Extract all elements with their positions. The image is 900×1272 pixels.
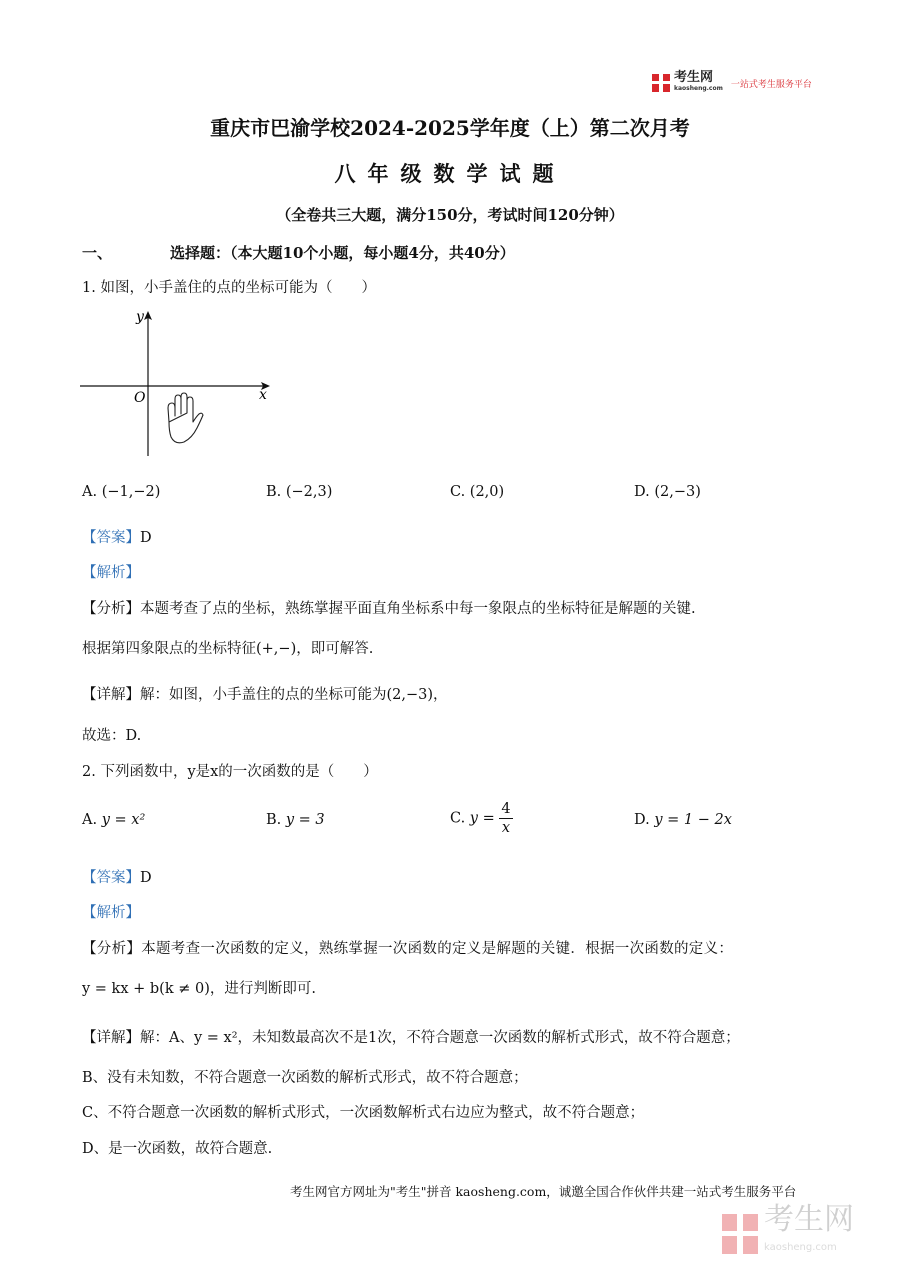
q2-detail-d: D、是一次函数，故符合题意. bbox=[82, 1141, 273, 1157]
q2-detail-b: B、没有未知数，不符合题意一次函数的解析式形式，故不符合题意； bbox=[82, 1070, 528, 1086]
q2-option-d[interactable]: D. y = 1 − 2x bbox=[634, 812, 732, 828]
watermark-url: kaosheng.com bbox=[764, 1242, 837, 1253]
page-footer: 考生网官方网址为"考生"拼音 kaosheng.com，诚邀全国合作伙伴共建一站式考生服务平台 bbox=[290, 1184, 797, 1199]
q1-option-d[interactable]: D. (2,−3) bbox=[634, 484, 701, 500]
origin-label: O bbox=[134, 390, 146, 406]
logo-icon bbox=[652, 74, 670, 92]
q2-stem: 2. 下列函数中，y是x的一次函数的是（ ） bbox=[82, 764, 378, 780]
section-heading bbox=[82, 242, 515, 263]
q2-detail-c: C、不符合题意一次函数的解析式形式，一次函数解析式右边应为整式，故不符合题意； bbox=[82, 1105, 645, 1121]
q1-fenxi: 【分析】本题考查了点的坐标，熟练掌握平面直角坐标系中每一象限点的坐标特征是解题的关键. bbox=[82, 601, 696, 617]
q1-coordinate-figure bbox=[80, 306, 280, 461]
q2-fenxi-2: y = kx + b(k ≠ 0)，进行判断即可. bbox=[82, 981, 316, 997]
q2-fenxi: 【分析】本题考查一次函数的定义，熟练掌握一次函数的定义是解题的关键．根据一次函数的定义： bbox=[82, 941, 734, 957]
exam-note: （全卷共三大题，满分150分，考试时间120分钟） bbox=[276, 206, 624, 224]
section-number: 一、 bbox=[82, 244, 113, 262]
q1-option-b[interactable]: B. (−2,3) bbox=[266, 484, 333, 500]
logo-domain: kaosheng.com bbox=[674, 85, 723, 92]
logo-slogan: 一站式考生服务平台 bbox=[730, 79, 812, 90]
q1-conclusion: 故选：D. bbox=[82, 728, 142, 744]
q1-fenxi-2: 根据第四象限点的坐标特征(+,−)，即可解答. bbox=[82, 641, 374, 657]
q2-option-a[interactable]: A. y = x² bbox=[82, 812, 146, 828]
watermark bbox=[722, 1202, 854, 1262]
hand-icon bbox=[168, 393, 203, 443]
logo-name: 考生网 kaosheng.com bbox=[674, 70, 723, 92]
y-axis-label: y bbox=[136, 309, 144, 325]
fraction: $\frac{4}{x}$ bbox=[501, 801, 511, 836]
q1-option-c[interactable]: C. (2,0) bbox=[450, 484, 505, 500]
exam-title: 重庆市巴渝学校2024-2025学年度（上）第二次月考 bbox=[210, 116, 690, 140]
x-axis-label: x bbox=[259, 387, 267, 403]
header-logo bbox=[652, 72, 812, 94]
q1-answer: 【答案】D bbox=[82, 530, 152, 546]
q2-option-b[interactable]: B. y = 3 bbox=[266, 812, 325, 828]
q1-analysis-tag: 【解析】 bbox=[82, 565, 140, 581]
q2-detail-a: 【详解】解：A、y = x²，未知数最高次不是1次，不符合题意一次函数的解析式形式，故不符合题意； bbox=[82, 1030, 740, 1046]
q1-option-a[interactable]: A. (−1,−2) bbox=[82, 484, 161, 500]
watermark-name: 考生网 bbox=[764, 1202, 854, 1237]
q2-analysis-tag: 【解析】 bbox=[82, 905, 140, 921]
q2-option-c[interactable]: C. y = $\frac{4}{x}$ bbox=[450, 801, 511, 836]
watermark-logo-icon bbox=[722, 1214, 758, 1254]
exam-subject: 八年级数学试题 bbox=[334, 161, 566, 186]
q2-answer: 【答案】D bbox=[82, 870, 152, 886]
q1-detail: 【详解】解：如图，小手盖住的点的坐标可能为(2,−3)， bbox=[82, 687, 448, 703]
section-title: 选择题：（本大题10个小题，每小题4分，共40分） bbox=[170, 244, 515, 262]
q1-stem: 1. 如图，小手盖住的点的坐标可能为（ ） bbox=[82, 280, 376, 296]
